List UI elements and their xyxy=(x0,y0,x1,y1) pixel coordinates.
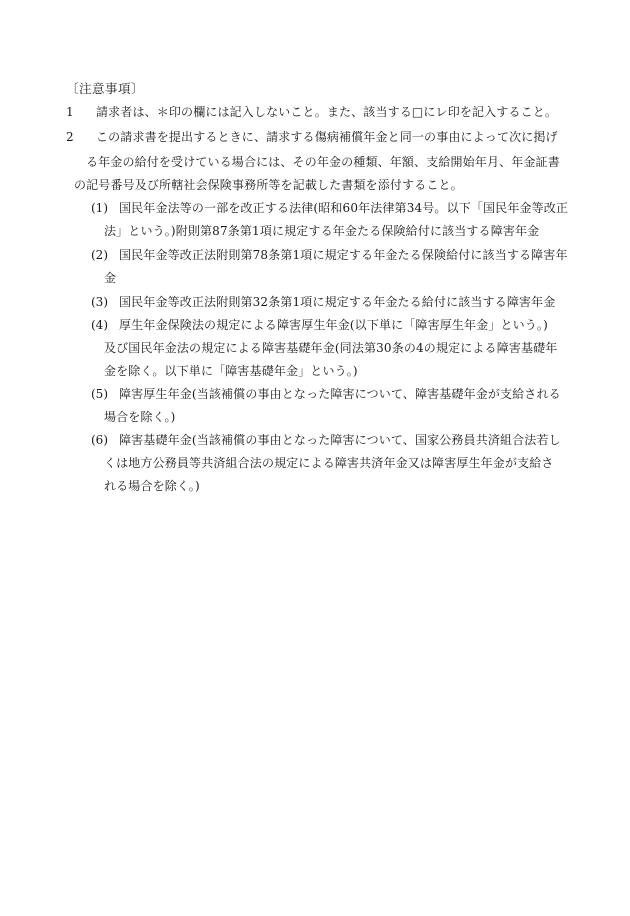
subitem-text-line: 障害基礎年金(当該補償の事由となった障害について、国家公務員共済組合法若し xyxy=(119,433,561,447)
subitem-text-line: 国民年金等改正法附則第78条第1項に規定する年金たる保険給付に該当する障害年 xyxy=(119,248,568,262)
subitem-number: (4) xyxy=(91,318,108,332)
subitem-number: (3) xyxy=(91,295,108,309)
subitem-text-line: 国民年金法等の一部を改正する法律(昭和60年法律第34号。以下「国民年金等改正 xyxy=(119,201,569,215)
subitem-text-line: 場合を除く。) xyxy=(104,410,176,424)
item-number: 1 xyxy=(66,105,74,119)
item-text-line: この請求書を提出するときに、請求する傷病補償年金と同一の事由によって次に掲げ xyxy=(96,130,558,144)
item-text-line: る年金の給付を受けている場合には、その年金の種類、年額、支給開始年月、年金証書 xyxy=(86,155,560,169)
item-text-line: 請求者は、＊印の欄には記入しないこと。また、該当する□にレ印を記入すること。 xyxy=(96,105,558,119)
subitem-text-line: 法」という。)附則第87条第1項に規定する年金たる保険給付に該当する障害年金 xyxy=(104,224,540,238)
subitem-text-line: 障害厚生年金(当該補償の事由となった障害について、障害基礎年金が支給される xyxy=(119,387,561,401)
item-text-line: の記号番号及び所轄社会保険事務所等を記載した書類を添付すること。 xyxy=(74,178,463,192)
item-number: 2 xyxy=(66,130,74,144)
subitem-number: (1) xyxy=(91,201,108,215)
subitem-text-line: くは地方公務員等共済組合法の規定による障害共済年金又は障害厚生年金が支給さ xyxy=(104,456,554,470)
notes-heading: 〔注意事項〕 xyxy=(66,81,145,96)
subitem-text-line: 国民年金等改正法附則第32条第1項に規定する年金たる給付に該当する障害年金 xyxy=(119,295,556,309)
subitem-number: (6) xyxy=(91,433,108,447)
subitem-number: (5) xyxy=(91,387,108,401)
subitem-text-line: 金 xyxy=(104,271,117,285)
subitem-number: (2) xyxy=(91,248,108,262)
subitem-text-line: 金を除く。以下単に「障害基礎年金」という。) xyxy=(104,364,358,378)
subitem-text-line: 及び国民年金法の規定による障害基礎年金(同法第30条の4の規定による障害基礎年 xyxy=(104,341,558,355)
subitem-text-line: れる場合を除く。) xyxy=(104,479,200,493)
subitem-text-line: 厚生年金保険法の規定による障害厚生年金(以下単に「障害厚生年金」という。) xyxy=(119,318,548,332)
